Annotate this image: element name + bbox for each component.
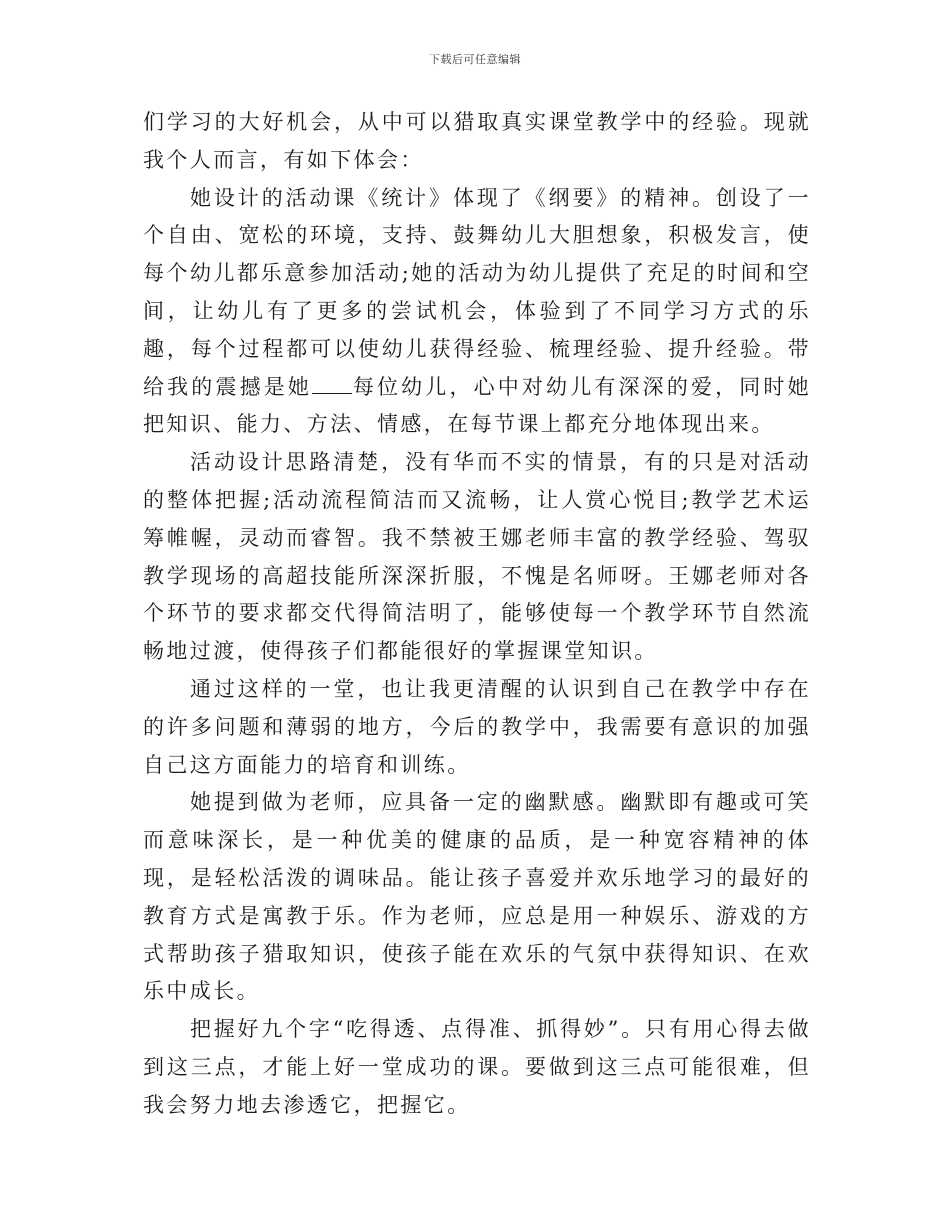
- fill-in-blank: [312, 374, 352, 394]
- page-header: 下载后可任意编辑: [429, 53, 521, 66]
- paragraph-intro: 们学习的大好机会，从中可以猎取真实课堂教学中的经验。现就我个人而言，有如下体会：: [143, 110, 811, 172]
- paragraph-nine-characters: 把握好九个字“吃得透、点得准、抓得妙”。只有用心得去做到这三点，才能上好一堂成功的课。要做到这三点可能很难，但我会努力地去渗透它，把握它。: [143, 1017, 811, 1117]
- paragraph-activity-design: [143, 180, 811, 445]
- paragraph-text-before-blank: 她设计的活动课《统计》体现了《纲要》的精神。创设了一个自由、宽松的环境，支持、鼓舞幼儿大胆想象，积极发言，使每个幼儿都乐意参加活动;她的活动为幼儿提供了充足的时间和空间，让幼儿有了更多的尝试机会，体验到了不同学习方式的乐趣，每个过程都可以使幼儿获得经验、梳理经验、提升经验。带给我的震撼是她: [143, 185, 811, 399]
- document-body: [143, 104, 811, 1125]
- paragraph-design-ideas: 活动设计思路清楚，没有华而不实的情景，有的只是对活动的整体把握;活动流程简洁而又流畅，让人赏心悦目;教学艺术运筹帷幄，灵动而睿智。我不禁被王娜老师丰富的教学经验、驾驭教学现场的高超技能所深深折服，不愧是名师呀。王娜老师对各个环节的要求都交代得简洁明了，能够使每一个教学环节自然流畅地过渡，使得孩子们都能很好的掌握课堂知识。: [143, 450, 811, 664]
- paragraph-reflection: 通过这样的一堂，也让我更清醒的认识到自己在教学中存在的许多问题和薄弱的地方，今后的教学中，我需要有意识的加强自己这方面能力的培育和训练。: [143, 676, 811, 777]
- paragraph-humor: 她提到做为老师，应具备一定的幽默感。幽默即有趣或可笑而意味深长，是一种优美的健康的品质，是一种宽容精神的体现，是轻松活泼的调味品。能让孩子喜爱并欢乐地学习的最好的教育方式是寓教于乐。作为老师，应总是用一种娱乐、游戏的方式帮助孩子猎取知识，使孩子能在欢乐的气氛中获得知识、在欢乐中成长。: [143, 790, 811, 1004]
- paragraph-text-after-blank: 每位幼儿，心中对幼儿有深深的爱，同时她把知识、能力、方法、情感，在每节课上都充分地体现出来。: [143, 374, 811, 437]
